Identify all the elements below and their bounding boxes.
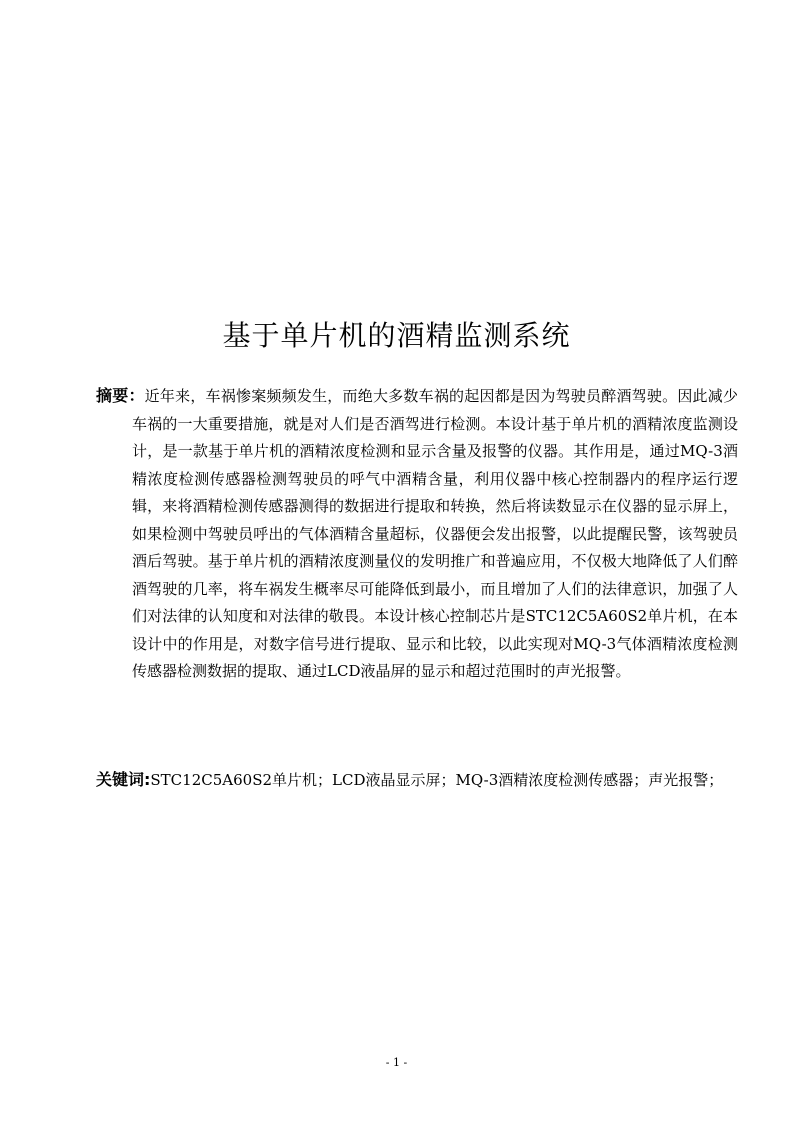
abstract-paragraph — [96, 382, 738, 686]
keywords-text: STC12C5A60S2单片机；LCD液晶显示屏；MQ-3酒精浓度检测传感器；声光报警； — [150, 771, 724, 789]
page-number: - 1 - — [385, 1056, 408, 1069]
abstract-text: 近年来，车祸惨案频频发生，而绝大多数车祸的起因都是因为驾驶员醉酒驾驶。因此减少车祸的一大重要措施，就是对人们是否酒驾进行检测。本设计基于单片机的酒精浓度监测设计，是一款基于单片机的酒精浓度检测和显示含量及报警的仪器。其作用是，通过MQ-3酒精浓度检测传感器检测驾驶员的呼气中酒精含量，利用仪器中核心控制器内的程序运行逻辑，来将酒精检测传感器测得的数据进行提取和转换，然后将读数显示在仪器的显示屏上，如果检测中驾驶员呼出的气体酒精含量超标，仪器便会发出报警，以此提醒民警，该驾驶员酒后驾驶。基于单片机的酒精浓度测量仪的发明推广和普遍应用，不仅极大地降低了人们醉酒驾驶的几率，将车祸发生概率尽可能降低到最小，而且增加了人们的法律意识，加强了人们对法律的认知度和对法律的敬畏。本设计核心控制芯片是STC12C5A60S2单片机，在本设计中的作用是，对数字信号进行提取、显示和比较，以此实现对MQ-3气体酒精浓度检测传感器检测数据的提取、通过LCD液晶屏的显示和超过范围时的声光报警。 — [132, 387, 738, 680]
page-title: 基于单片机的酒精监测系统 — [222, 319, 571, 352]
abstract-label: 摘要： — [96, 386, 145, 405]
keywords-label: 关键词: — [96, 770, 151, 789]
keywords-paragraph — [96, 766, 738, 795]
